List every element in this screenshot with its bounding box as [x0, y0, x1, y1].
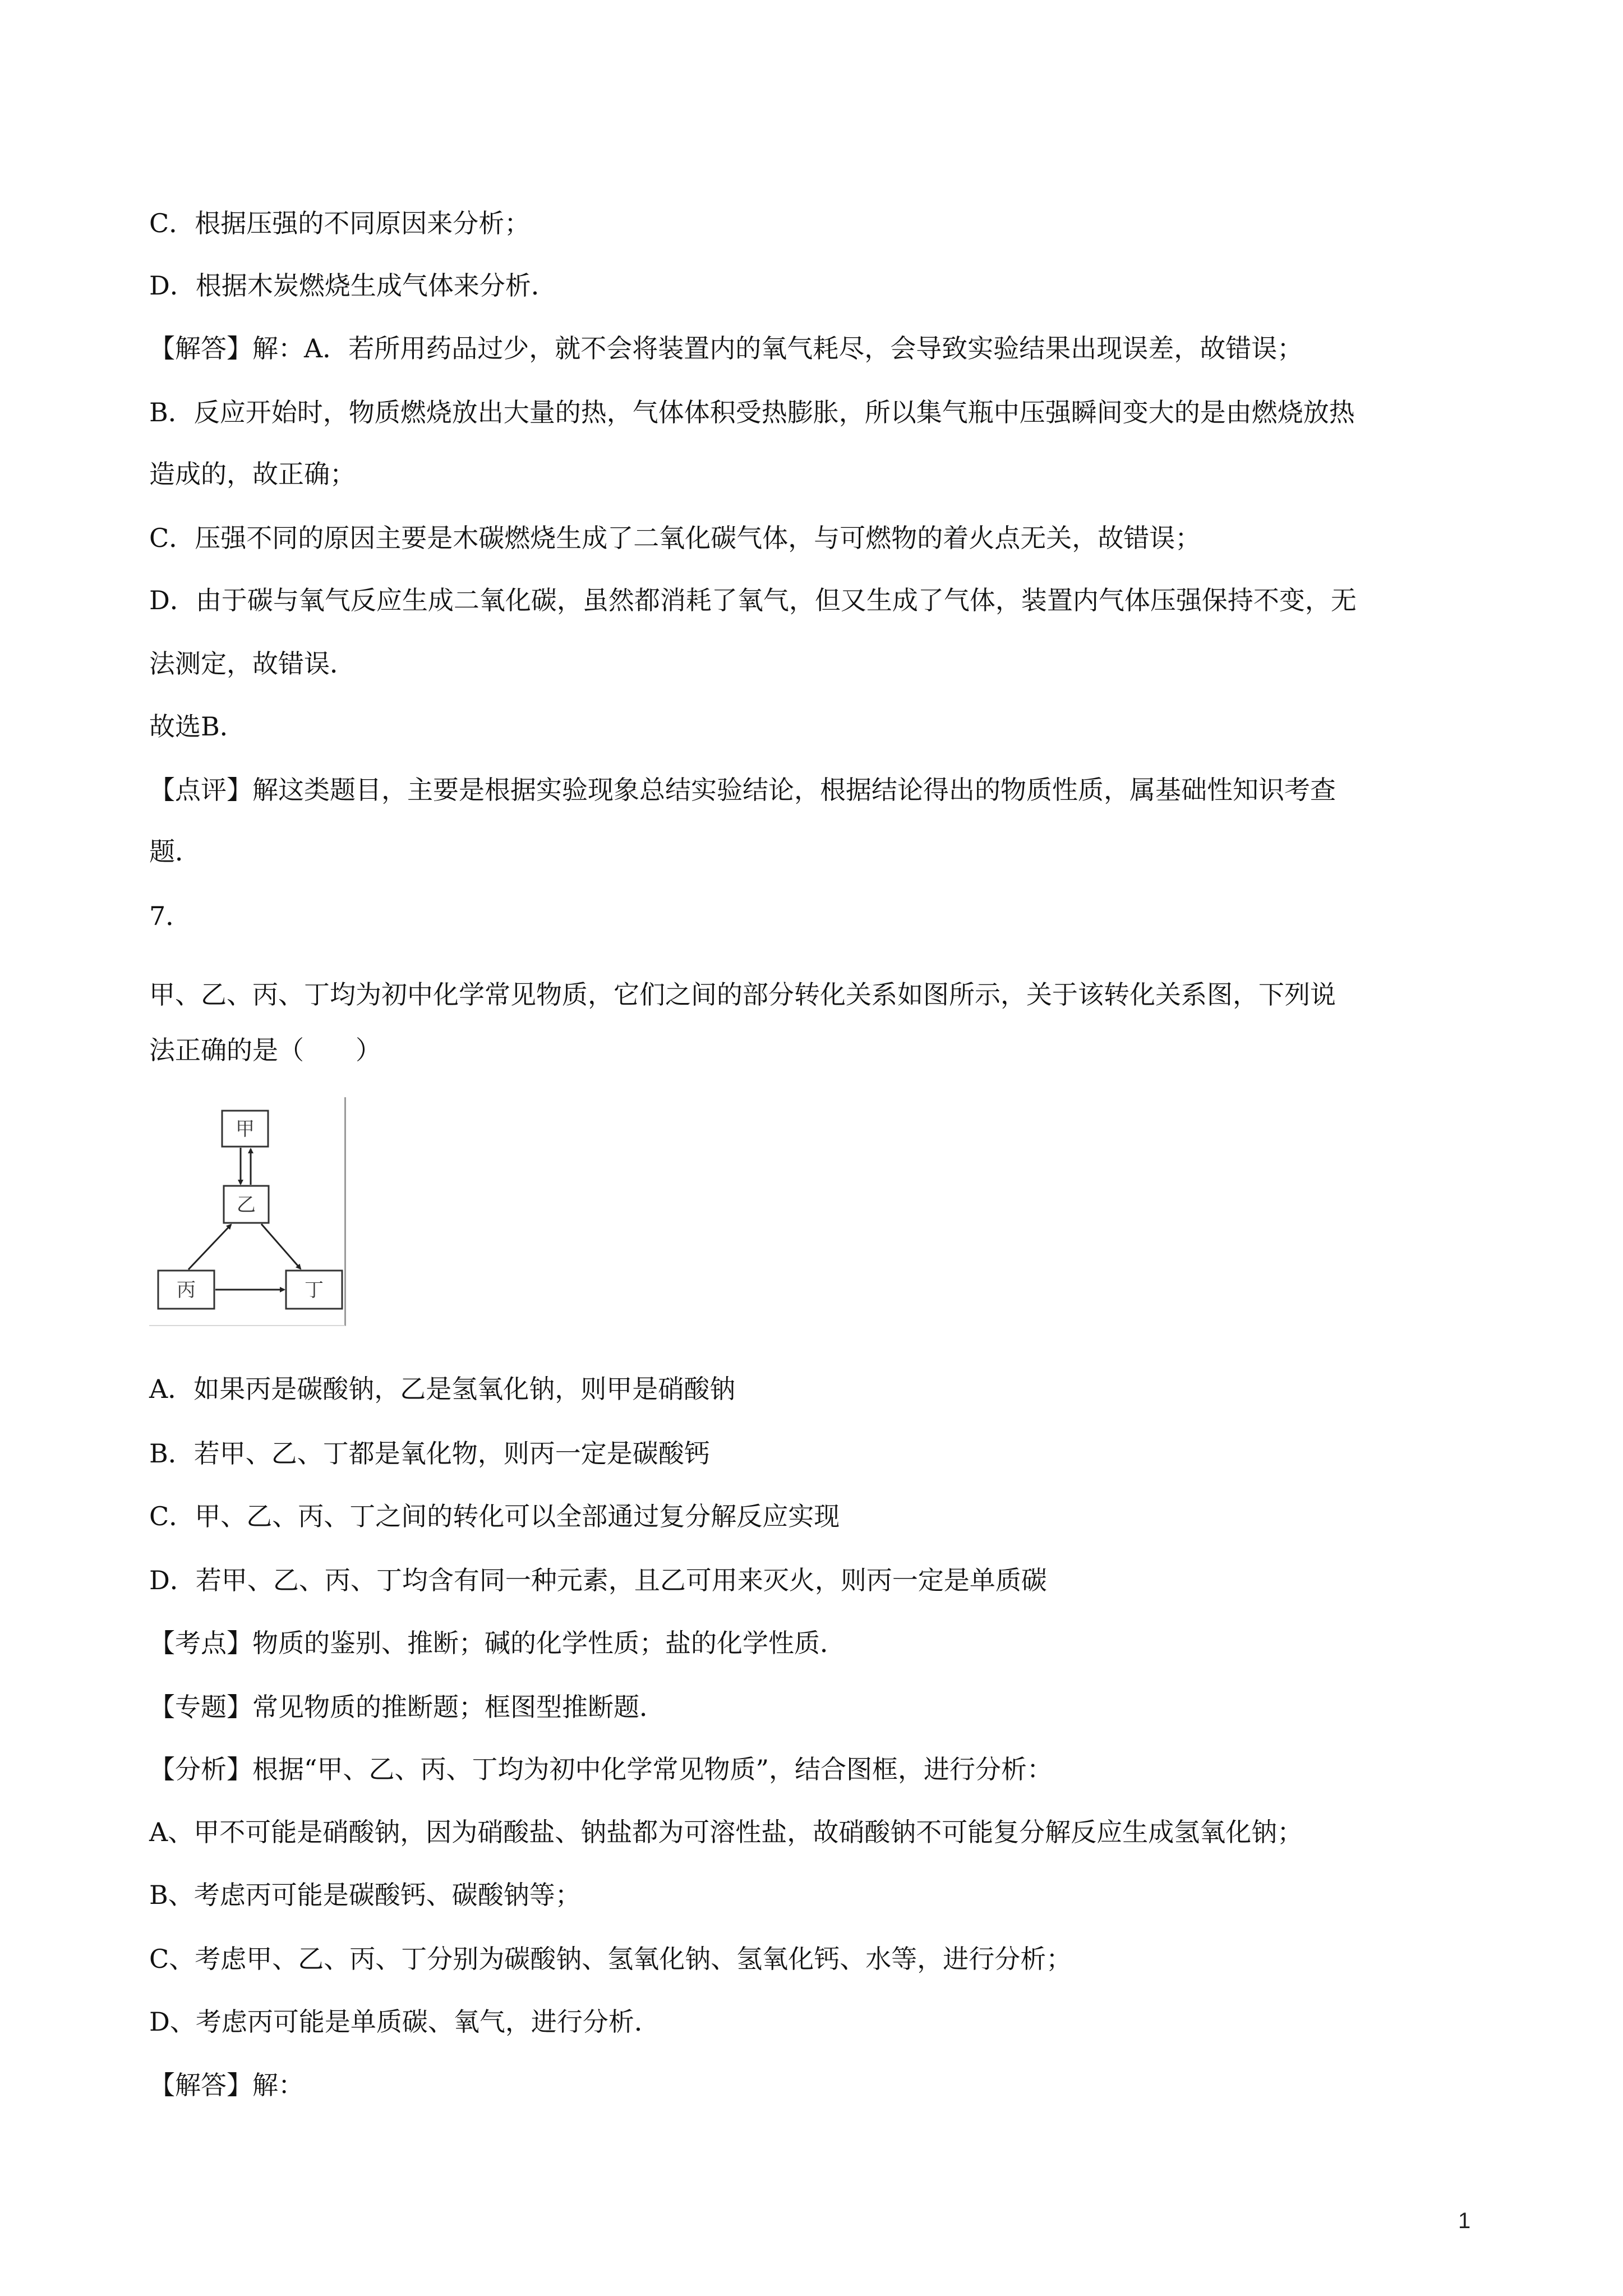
diagram-svg: [149, 1097, 344, 1325]
text-line-c-pressure: C．根据压强的不同原因来分析；: [149, 208, 531, 238]
analysis-d: D、考虑丙可能是单质碳、氧气，进行分析．: [149, 2007, 660, 2037]
analysis-key-point: 【考点】物质的鉴别、推断；碱的化学性质；盐的化学性质．: [149, 1628, 846, 1658]
analysis-a: A、甲不可能是硝酸钠，因为硝酸盐、钠盐都为可溶性盐，故硝酸钠不可能复分解反应生成氢氧化钠；: [149, 1817, 1303, 1847]
option-c: C．甲、乙、丙、丁之间的转化可以全部通过复分解反应实现: [149, 1501, 840, 1531]
text-line-comment-cont: 题．: [149, 836, 201, 867]
analysis-b: B、考虑丙可能是碳酸钙、碳酸钠等；: [149, 1880, 581, 1910]
option-a: A．如果丙是碳酸钠，乙是氢氧化钠，则甲是硝酸钠: [149, 1374, 736, 1404]
node-label-bing: 丙: [177, 1279, 196, 1301]
question-number: 7．: [149, 901, 192, 931]
node-label-ding: 丁: [305, 1279, 324, 1301]
question-stem-cont: 法正确的是（ ）: [149, 1035, 381, 1065]
option-d: D．若甲、乙、丙、丁均含有同一种元素，且乙可用来灭火，则丙一定是单质碳: [149, 1565, 1047, 1595]
option-b: B．若甲、乙、丁都是氧化物，则丙一定是碳酸钙: [149, 1438, 710, 1469]
node-label-yi: 乙: [237, 1194, 256, 1216]
text-line-answer-b-cont: 造成的，故正确；: [149, 459, 356, 489]
analysis-c: C、考虑甲、乙、丙、丁分别为碳酸钠、氢氧化钠、氢氧化钙、水等，进行分析；: [149, 1944, 1072, 1974]
text-line-answer-d: D．由于碳与氧气反应生成二氧化碳，虽然都消耗了氧气，但又生成了气体，装置内气体压强保持不变，无: [149, 585, 1357, 615]
analysis-intro: 【分析】根据“甲、乙、丙、丁均为初中化学常见物质”，结合图框，进行分析：: [149, 1754, 1053, 1784]
text-line-answer-b: B．反应开始时，物质燃烧放出大量的热，气体体积受热膨胀，所以集气瓶中压强瞬间变大的是由燃烧放热: [149, 397, 1355, 427]
arrow-bing-to-yi: [188, 1225, 231, 1269]
text-line-comment: 【点评】解这类题目，主要是根据实验现象总结实验结论，根据结论得出的物质性质，属基础性知识考查: [149, 775, 1336, 805]
question-stem: 甲、乙、丙、丁均为初中化学常见物质，它们之间的部分转化关系如图所示，关于该转化关系图，下列说: [149, 979, 1336, 1010]
node-label-jia: 甲: [236, 1118, 255, 1140]
text-line-answer-a: 【解答】解：A．若所用药品过少，就不会将装置内的氧气耗尽，会导致实验结果出现误差，故错误；: [149, 333, 1303, 364]
text-line-answer-d-cont: 法测定，故错误．: [149, 648, 356, 679]
answer-heading: 【解答】解：: [149, 2070, 304, 2100]
text-line-choice: 故选B．: [149, 711, 246, 742]
arrow-yi-to-ding: [261, 1224, 301, 1269]
text-line-d-charcoal: D．根据木炭燃烧生成气体来分析．: [149, 270, 557, 301]
transformation-diagram: [149, 1097, 346, 1326]
analysis-topic: 【专题】常见物质的推断题；框图型推断题．: [149, 1692, 665, 1722]
text-line-answer-c: C．压强不同的原因主要是木碳燃烧生成了二氧化碳气体，与可燃物的着火点无关，故错误；: [149, 523, 1201, 553]
page-number: 1: [1458, 2208, 1471, 2233]
